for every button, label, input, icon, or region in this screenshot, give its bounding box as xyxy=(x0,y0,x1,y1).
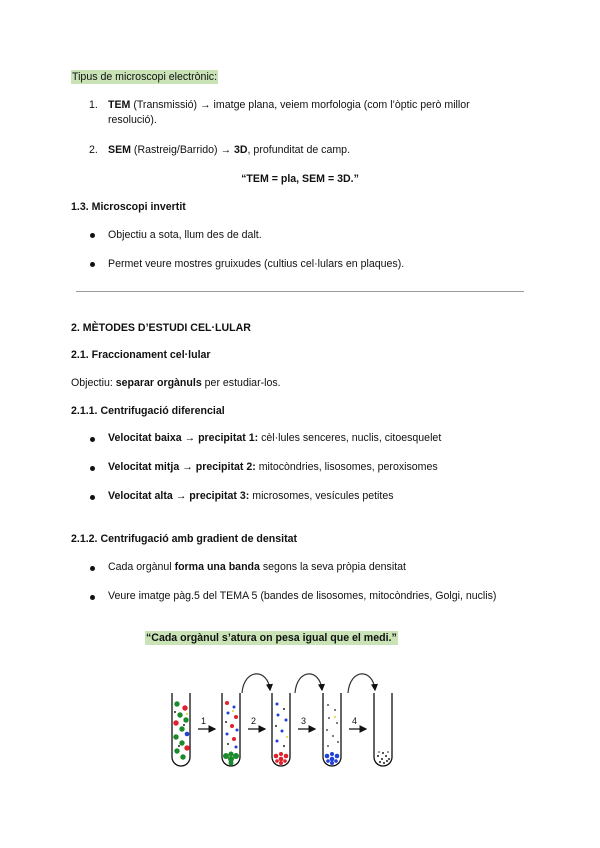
bullet-text: Permet veure mostres gruixudes (cultius cel·lulars en plaques). xyxy=(108,258,405,270)
tem-rest-b: resolució). xyxy=(108,114,157,126)
list-number: 2. xyxy=(89,144,98,156)
sem-strong: SEM xyxy=(108,144,131,156)
transfer-arrow xyxy=(242,674,270,693)
section-21-heading: 2.1. Fraccionament cel·lular xyxy=(71,349,211,361)
tem-strong: TEM xyxy=(108,99,131,111)
bullet xyxy=(90,595,95,600)
test-tube xyxy=(172,693,190,766)
bullet xyxy=(90,437,95,442)
bullet xyxy=(90,262,95,267)
sem-rest-b: , profunditat de camp. xyxy=(247,144,351,156)
sem-line xyxy=(108,144,350,156)
speed-item: Velocitat baixa → precipitat 1: cèl·lules senceres, nuclis, citoesquelet xyxy=(108,432,442,444)
step-label: 4 xyxy=(352,716,358,726)
step-label: 1 xyxy=(201,716,207,726)
tem-rest-a: (Transmissió) → imatge plana, veiem morfologia (com l’òptic però millor xyxy=(130,99,470,111)
speed-item: Velocitat alta → precipitat 3: microsomes, vesícules petites xyxy=(108,490,394,502)
horizontal-divider xyxy=(76,291,524,292)
section-212-heading: 2.1.2. Centrifugació amb gradient de densitat xyxy=(71,533,298,545)
bullet xyxy=(90,495,95,500)
step-label: 2 xyxy=(251,716,257,726)
section-211-heading: 2.1.1. Centrifugació diferencial xyxy=(71,405,225,417)
section-2-heading: 2. MÈTODES D’ESTUDI CEL·LULAR xyxy=(71,322,251,334)
gradient-item: Cada orgànul forma una banda segons la seva pròpia densitat xyxy=(108,561,406,573)
gradient-item: Veure imatge pàg.5 del TEMA 5 (bandes de lisosomes, mitocòndries, Golgi, nuclis) xyxy=(108,590,497,602)
transfer-arrow xyxy=(348,674,375,693)
test-tube xyxy=(374,693,392,766)
list-number: 1. xyxy=(89,99,98,111)
centrifugation-diagram xyxy=(160,660,405,780)
sem-rest-a: (Rastreig/Barrido) → xyxy=(130,144,234,156)
bullet xyxy=(90,233,95,238)
objective-line: Objectiu: separar orgànuls per estudiar-los. xyxy=(71,377,281,389)
speed-item: Velocitat mitja → precipitat 2: mitocòndries, lisosomes, peroxisomes xyxy=(108,461,438,473)
bullet-text: Objectiu a sota, llum des de dalt. xyxy=(108,229,262,241)
test-tube xyxy=(272,693,290,766)
section-13-heading: 1.3. Microscopi invertit xyxy=(71,201,186,213)
tem-line xyxy=(108,99,470,111)
density-quote: “Cada orgànul s’atura on pesa igual que el medi.” xyxy=(146,632,397,644)
bullet xyxy=(90,466,95,471)
bullet xyxy=(90,566,95,571)
transfer-arrow xyxy=(295,674,322,693)
sem-strong-3d: 3D xyxy=(234,144,248,156)
intro-heading: Tipus de microscopi electrònic: xyxy=(72,71,218,83)
step-label: 3 xyxy=(301,716,307,726)
test-tube xyxy=(222,693,240,766)
em-summary: “TEM = pla, SEM = 3D.” xyxy=(241,173,359,185)
test-tube xyxy=(323,693,341,766)
